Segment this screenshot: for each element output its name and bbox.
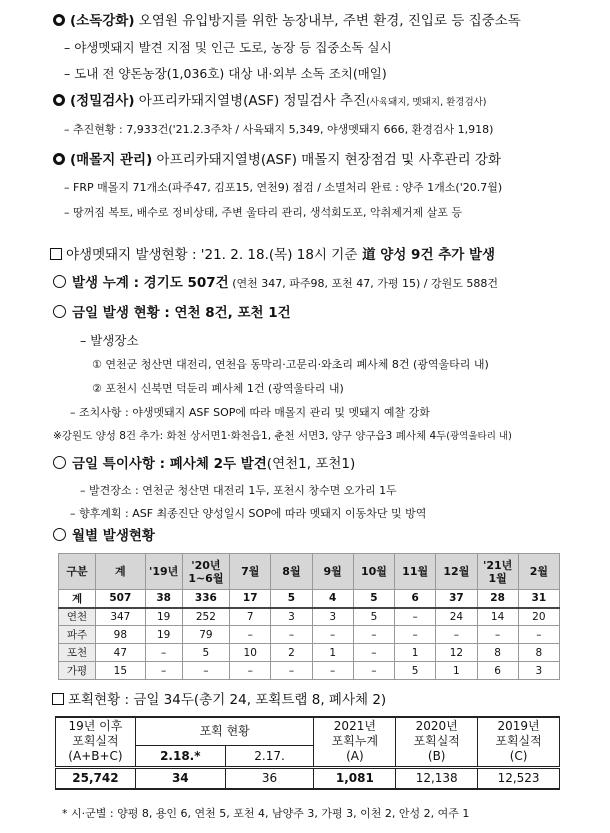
now-header: 포획 현황	[135, 717, 314, 745]
burial-sub-1: – FRP 매몰지 71개소(파주47, 김포15, 연천9) 점검 / 소멸처리 완료 : 양주 1개소('20.7월)	[64, 181, 503, 194]
place-1: ① 연천군 청산면 대전리, 연천읍 동막리·고문리·와초리 폐사체 8건 (광역울타리 내)	[92, 358, 489, 371]
bullet-filled-circle-icon	[53, 153, 65, 165]
table-cell: –	[395, 626, 436, 644]
city-footnote: * 시·군별 : 양평 8, 용인 6, 연천 5, 포천 4, 남양주 3, 가평 3, 이천 2, 안성 2, 여주 1	[62, 807, 470, 820]
table-cell: 1	[436, 662, 477, 680]
table-cell: 5	[353, 608, 394, 626]
col-header: '21년 1월	[477, 554, 518, 590]
bullet-open-circle-icon	[53, 275, 66, 288]
table-cell: 12	[436, 644, 477, 662]
value-d1: 34	[135, 767, 225, 789]
inspection-status: – 추진현황 : 7,933건('21.2.3주차 / 사육돼지 5,349, 야생멧돼지 666, 환경검사 1,918)	[64, 123, 494, 136]
value-2020: 12,138	[396, 767, 478, 789]
y2021-header: 2021년 포획누계 (A)	[314, 717, 396, 767]
table-row	[59, 590, 560, 608]
disinfection-sub-2: – 도내 전 양돈농장(1,036호) 대상 내·외부 소독 조치(매일)	[64, 66, 387, 81]
bullet-filled-circle-icon	[53, 14, 65, 26]
bullet-square-icon	[50, 248, 62, 260]
gangwon-note: ※강원도 양성 8건 추가: 화천 상서면1·화천읍1, 춘천 서면3, 양구 양구읍3 폐사체 4두(광역울타리 내)	[53, 430, 512, 442]
col-header: 8월	[271, 554, 312, 590]
table-cell: 336	[182, 590, 229, 608]
place-2: ② 포천시 신북면 덕둔리 폐사체 1건 (광역울타리 내)	[92, 382, 344, 395]
table-row	[59, 626, 560, 644]
table-row	[59, 608, 560, 626]
table-cell: 10	[230, 644, 271, 662]
today-line: 금일 발생 현황 : 연천 8건, 포천 1건	[53, 303, 291, 323]
table-cell: 19	[145, 608, 182, 626]
table-cell: 14	[477, 608, 518, 626]
value-2021: 1,081	[314, 767, 396, 789]
table-cell: 31	[518, 590, 559, 608]
table-cell: 8	[477, 644, 518, 662]
outbreak-title: 야생멧돼지 발생현황 : '21. 2. 18.(목) 18시 기준 道 양성 9건 추가 발생	[50, 245, 495, 265]
col-header: 9월	[312, 554, 353, 590]
table-cell: –	[182, 662, 229, 680]
table-cell: 8	[518, 644, 559, 662]
table-cell: 79	[182, 626, 229, 644]
table-cell: 5	[271, 590, 312, 608]
inspection-line: (정밀검사) 아프리카돼지열병(ASF) 정밀검사 추진(사육돼지, 멧돼지, 환경검사)	[53, 91, 487, 113]
table-cell: –	[353, 644, 394, 662]
disinfection-line: (소독강화) 오염원 유입방지를 위한 농장내부, 주변 환경, 진입로 등 집중소독	[53, 11, 521, 31]
col-header: 구분	[59, 554, 96, 590]
table-cell: 347	[96, 608, 145, 626]
table-row	[56, 767, 560, 789]
burial-line: (매몰지 관리) 아프리카돼지열병(ASF) 매몰지 현장점검 및 사후관리 강화	[53, 150, 501, 170]
plan-line: – 향후계획 : ASF 최종진단 양성일시 SOP에 따라 멧돼지 이동차단 및 방역	[70, 507, 427, 520]
table-cell: –	[353, 626, 394, 644]
find-place: – 발견장소 : 연천군 청산면 대전리 1두, 포천시 창수면 오가리 1두	[80, 484, 397, 497]
table-cell: 3	[312, 608, 353, 626]
bullet-open-circle-icon	[53, 456, 66, 469]
table-cell: 6	[395, 590, 436, 608]
table-cell: –	[436, 626, 477, 644]
table-cell: –	[312, 626, 353, 644]
table-cell: –	[145, 644, 182, 662]
table-cell: 6	[477, 662, 518, 680]
row-header-cell: 계	[59, 590, 96, 608]
table-cell: –	[145, 662, 182, 680]
table-row	[59, 644, 560, 662]
bullet-open-circle-icon	[53, 528, 66, 541]
table-cell: 38	[145, 590, 182, 608]
table-cell: –	[395, 608, 436, 626]
row-header-cell: 연천	[59, 608, 96, 626]
row-header-cell: 파주	[59, 626, 96, 644]
col-header: 계	[96, 554, 145, 590]
table-cell: 24	[436, 608, 477, 626]
y2020-header: 2020년 포획실적 (B)	[396, 717, 478, 767]
col-header: 11월	[395, 554, 436, 590]
col-header: '20년 1~6월	[182, 554, 229, 590]
table-cell: 1	[312, 644, 353, 662]
monthly-outbreak-table	[58, 553, 560, 680]
table-cell: –	[230, 626, 271, 644]
table-cell: –	[271, 626, 312, 644]
table-cell: 7	[230, 608, 271, 626]
col-header: '19년	[145, 554, 182, 590]
table-cell: –	[477, 626, 518, 644]
disinfection-sub-1: – 야생멧돼지 발견 지점 및 인근 도로, 농장 등 집중소독 실시	[64, 40, 392, 55]
cumulative-line: 발생 누계 : 경기도 507건 (연천 347, 파주98, 포천 47, 가평 15) / 강원도 588건	[53, 273, 498, 294]
table-cell: 47	[96, 644, 145, 662]
place-label: – 발생장소	[80, 333, 139, 348]
col-header: 7월	[230, 554, 271, 590]
bullet-open-circle-icon	[53, 305, 66, 318]
capture-title: 포획현황 : 금일 34두(총기 24, 포획트랩 8, 폐사체 2)	[52, 690, 386, 710]
table-cell: 19	[145, 626, 182, 644]
col-header: 12월	[436, 554, 477, 590]
table-cell: 28	[477, 590, 518, 608]
col-header: 10월	[353, 554, 394, 590]
bullet-square-icon	[52, 693, 64, 705]
table-row	[56, 717, 560, 745]
table-cell: 5	[353, 590, 394, 608]
table-cell: –	[353, 662, 394, 680]
y2019-header: 2019년 포획실적 (C)	[478, 717, 560, 767]
bullet-filled-circle-icon	[53, 94, 65, 106]
table-header-row	[59, 554, 560, 590]
table-cell: 252	[182, 608, 229, 626]
action-line: – 조치사항 : 야생멧돼지 ASF SOP에 따라 매몰지 관리 및 멧돼지 예찰 강화	[70, 406, 430, 419]
value-total: 25,742	[56, 767, 136, 789]
row-header-cell: 가평	[59, 662, 96, 680]
burial-sub-2: – 땅꺼짐 복토, 배수로 정비상태, 주변 울타리 관리, 생석회도포, 악취제거제 살포 등	[64, 206, 462, 219]
table-cell: 20	[518, 608, 559, 626]
table-cell: –	[271, 662, 312, 680]
table-cell: 98	[96, 626, 145, 644]
date-header-2: 2.17.	[225, 745, 314, 767]
value-d2: 36	[225, 767, 314, 789]
table-cell: 5	[182, 644, 229, 662]
row-header-cell: 포천	[59, 644, 96, 662]
table-cell: 37	[436, 590, 477, 608]
col-header: 2월	[518, 554, 559, 590]
capture-table	[55, 716, 560, 790]
table-cell: 17	[230, 590, 271, 608]
table-cell: 2	[271, 644, 312, 662]
table-cell: 4	[312, 590, 353, 608]
table-cell: –	[518, 626, 559, 644]
table-cell: 15	[96, 662, 145, 680]
table-cell: 507	[96, 590, 145, 608]
value-2019: 12,523	[478, 767, 560, 789]
since-header: 19년 이후 포획실적 (A+B+C)	[56, 717, 136, 767]
table-cell: –	[230, 662, 271, 680]
table-cell: 3	[518, 662, 559, 680]
date-header-1: 2.18.*	[135, 745, 225, 767]
monthly-title: 월별 발생현황	[53, 526, 155, 546]
table-cell: 5	[395, 662, 436, 680]
table-cell: –	[312, 662, 353, 680]
table-cell: 3	[271, 608, 312, 626]
special-line: 금일 특이사항 : 폐사체 2두 발견(연천1, 포천1)	[53, 454, 355, 474]
table-row	[59, 662, 560, 680]
table-cell: 1	[395, 644, 436, 662]
